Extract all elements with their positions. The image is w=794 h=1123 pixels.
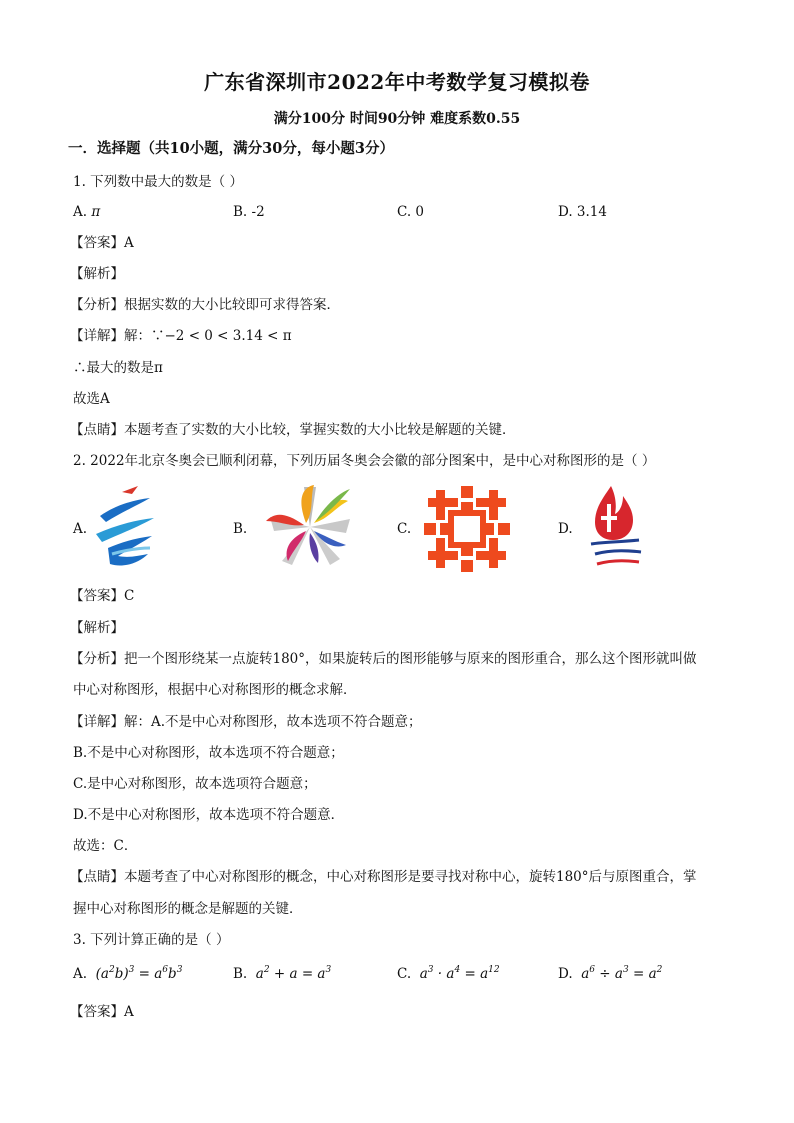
q3-option-d-label: D. <box>558 966 573 982</box>
winter-olympics-logo-a-icon <box>92 484 158 574</box>
q2-label-d: D. <box>558 521 573 537</box>
q1-option-a-math: π <box>91 204 101 220</box>
q2-stem: 2. 2022年北京冬奥会已顺利闭幕，下列历届冬奥会会徽的部分图案中，是中心对称图形的是（ ） <box>73 453 656 469</box>
page-title: 广东省深圳市2022年中考数学复习模拟卷 <box>204 70 590 94</box>
q1-analysis: 【分析】根据实数的大小比较即可求得答案． <box>70 297 340 313</box>
winter-olympics-logo-d-icon <box>585 482 645 572</box>
winter-olympics-logo-b-icon <box>255 482 365 572</box>
q2-choose: 故选：C． <box>73 838 138 854</box>
q3-stem: 3. 下列计算正确的是（ ） <box>73 932 230 948</box>
q1-analysis-label: 【解析】 <box>70 266 124 282</box>
q2-detail-d: D.不是中心对称图形，故本选项不符合题意． <box>73 807 345 823</box>
q3-option-b <box>233 965 331 983</box>
q2-detail-b: B.不是中心对称图形，故本选项不符合题意； <box>73 745 344 761</box>
q1-answer: 【答案】A <box>70 235 134 251</box>
q1-option-a <box>73 203 100 221</box>
q2-label-b: B. <box>233 521 248 537</box>
q3-option-d-formula: $a^6 \div a^3 = a^2$ <box>576 965 663 982</box>
q2-label-a: A. <box>73 521 88 537</box>
q3-option-c-label: C. <box>397 966 412 982</box>
q2-detail: 【详解】解：A.不是中心对称图形，故本选项不符合题意； <box>70 714 422 730</box>
q3-option-a-formula: $(a^2b)^3 = a^6b^3$ <box>91 965 183 982</box>
q3-option-a-label: A. <box>73 966 88 982</box>
q2-comment-line2: 握中心对称图形的概念是解题的关键． <box>73 901 303 917</box>
q1-option-c: C. 0 <box>397 204 425 220</box>
q1-choose: 故选A <box>73 391 110 407</box>
q3-option-a <box>73 965 182 983</box>
q3-option-c <box>397 965 500 983</box>
q2-analysis-line1: 【分析】把一个图形绕某一点旋转180°，如果旋转后的图形能够与原来的图形重合，那么这个图形就叫做 <box>70 651 697 667</box>
q2-analysis-line2: 中心对称图形，根据中心对称图形的概念求解． <box>73 682 357 698</box>
page-subtitle: 满分100分 时间90分钟 难度系数0.55 <box>273 111 521 127</box>
q2-answer: 【答案】C <box>70 588 135 604</box>
q1-comment: 【点睛】本题考查了实数的大小比较，掌握实数的大小比较是解题的关键． <box>70 422 516 438</box>
q3-option-c-formula: $a^3 \cdot a^4 = a^{12}$ <box>415 965 500 982</box>
winter-olympics-logo-c-icon <box>422 484 512 574</box>
q1-detail: 【详解】解：∵−2 < 0 < 3.14 < π <box>70 328 292 344</box>
q2-comment-line1: 【点睛】本题考查了中心对称图形的概念，中心对称图形是要寻找对称中心，旋转180°后与原图重合，掌 <box>70 869 697 885</box>
q1-option-d: D. 3.14 <box>558 204 607 220</box>
q2-label-c: C. <box>397 521 412 537</box>
q3-answer: 【答案】A <box>70 1004 134 1020</box>
q1-option-b: B. -2 <box>233 204 265 220</box>
q2-analysis-label: 【解析】 <box>70 620 124 636</box>
q3-option-b-formula: $a^2 + a = a^3$ <box>251 965 332 982</box>
q1-therefore: ∴最大的数是π <box>73 360 163 376</box>
q3-option-d <box>558 965 662 983</box>
q3-option-b-label: B. <box>233 966 248 982</box>
q1-stem: 1. 下列数中最大的数是（ ） <box>73 174 243 190</box>
q1-option-a-label: A. <box>73 204 92 220</box>
section-heading: 一．选择题（共10小题，满分30分，每小题3分） <box>68 140 394 157</box>
q2-detail-c: C.是中心对称图形，故本选项符合题意； <box>73 776 317 792</box>
